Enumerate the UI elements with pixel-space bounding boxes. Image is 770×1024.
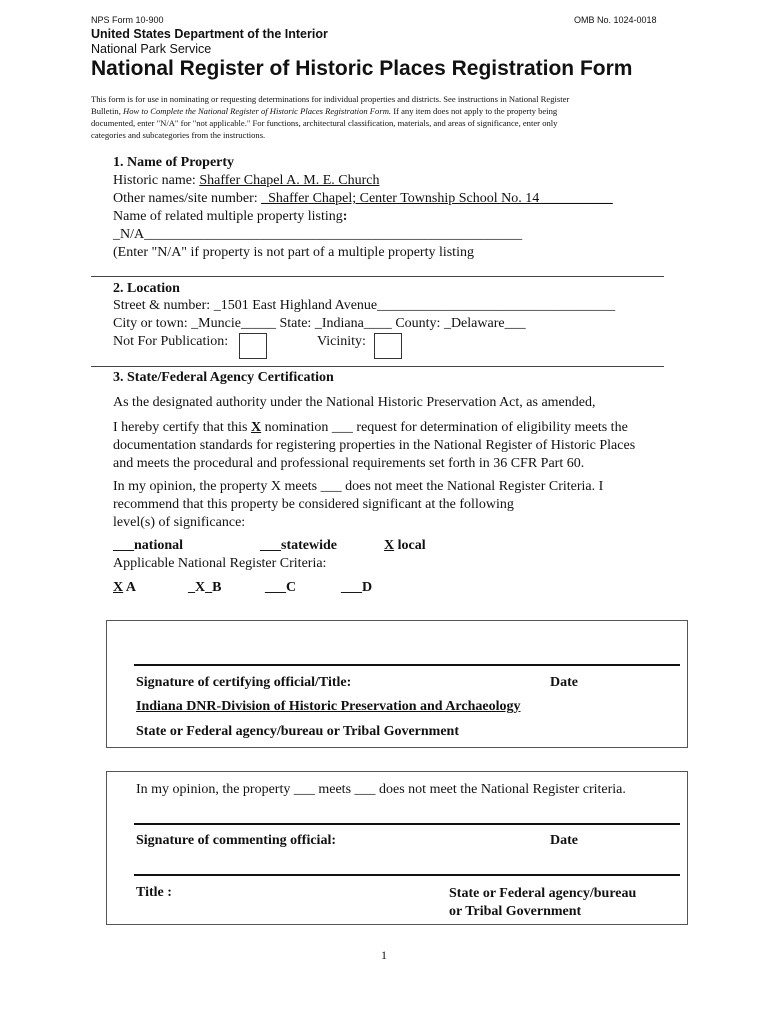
section-1-heading: 1. Name of Property <box>113 155 235 170</box>
vicinity-label: Vicinity: <box>317 334 366 349</box>
intro-line-4: categories and subcategories from the instructions. <box>91 130 266 140</box>
vicinity-checkbox[interactable] <box>374 333 402 359</box>
authority-statement: As the designated authority under the National Historic Preservation Act, as amended, <box>113 395 596 410</box>
related-listing-colon: : <box>342 209 348 224</box>
opinion-line-2: recommend that this property be considered significant at the following <box>113 497 514 512</box>
related-listing-value[interactable]: _N/A______________________________________________________ <box>113 227 523 242</box>
city-state-county-row <box>113 316 526 332</box>
criterion-a-label: A <box>123 580 136 595</box>
commenting-title-line[interactable] <box>134 874 680 876</box>
nomination-mark[interactable]: X <box>251 420 262 435</box>
section-divider-1 <box>91 276 664 277</box>
commenting-signature-label: Signature of commenting official: <box>136 833 336 848</box>
criterion-d-label: D <box>362 580 373 595</box>
criterion-d[interactable] <box>341 580 372 596</box>
local-label: local <box>394 538 426 553</box>
certify-line-1 <box>113 419 635 437</box>
other-names-label: Other names/site number: <box>113 191 262 206</box>
certify-line-3: and meets the procedural and professional requirements set forth in 36 CFR Part 60. <box>113 456 585 471</box>
historic-name-row <box>113 173 379 189</box>
certify-line-1-start: I hereby certify that this <box>113 420 252 435</box>
historic-name-value[interactable]: Shaffer Chapel A. M. E. Church <box>199 173 380 188</box>
service-name: National Park Service <box>91 42 212 56</box>
intro-line-2 <box>91 105 569 117</box>
not-for-publication-checkbox[interactable] <box>239 333 267 359</box>
criterion-c-label: C <box>286 580 297 595</box>
city-label: City or town: <box>113 316 192 331</box>
certify-line-1-end: nomination ___ request for determination of eligibility meets the <box>261 420 628 435</box>
statewide-blank: ___ <box>260 538 281 553</box>
opinion-line-1: In my opinion, the property X meets ___ does not meet the National Register Criteria. I <box>113 479 604 494</box>
certification-paragraph <box>113 419 635 473</box>
intro-line-3: documented, enter "N/A" for "not applicable." For functions, architectural classification, materials, and areas of significance, enter only <box>91 118 558 128</box>
intro-line-1: This form is for use in nominating or requesting determinations for individual properties and districts. See instructions in National Register <box>91 94 570 104</box>
instructions-bulletin-title: How to Complete the National Register of Historic Places Registration Form. <box>123 106 392 116</box>
section-2-heading: 2. Location <box>113 281 180 296</box>
criterion-b-label: B <box>212 580 222 595</box>
enter-na-note: (Enter "N/A" if property is not part of a multiple property listing <box>113 245 474 260</box>
page-number: 1 <box>381 948 387 962</box>
certify-line-2: documentation standards for registering properties in the National Register of Historic Places <box>113 438 636 453</box>
section-3-heading: 3. State/Federal Agency Certification <box>113 370 334 385</box>
commenting-signature-line[interactable] <box>134 823 680 825</box>
other-names-value[interactable]: _Shaffer Chapel; Center Township School No. 14 __________ <box>261 191 613 206</box>
criteria-label: Applicable National Register Criteria: <box>113 556 327 571</box>
street-value[interactable]: _1501 East Highland Avenue__________________________________ <box>213 298 616 313</box>
intro-line-2-start: Bulletin, <box>91 106 123 116</box>
form-title: National Register of Historic Places Registration Form <box>91 57 633 80</box>
not-for-publication-label: Not For Publication: <box>113 334 229 349</box>
state-value[interactable]: _Indiana____ <box>314 316 392 331</box>
section-divider-2 <box>91 366 664 367</box>
opinion-line-3: level(s) of significance: <box>113 515 246 530</box>
related-listing-label <box>113 209 347 225</box>
criterion-c[interactable] <box>265 580 296 596</box>
level-national[interactable] <box>113 538 183 554</box>
state-label: State: <box>275 316 315 331</box>
national-label: national <box>134 538 184 553</box>
related-listing-text: Name of related multiple property listing <box>113 209 343 224</box>
historic-name-label: Historic name: <box>113 173 200 188</box>
criterion-a-mark: X <box>113 580 124 595</box>
intro-paragraph <box>91 93 569 141</box>
commenting-agency-label <box>449 885 636 921</box>
criterion-b-mark: _X_ <box>188 580 213 595</box>
criterion-c-mark: ___ <box>265 580 286 595</box>
level-statewide[interactable] <box>260 538 337 554</box>
certifying-agency-name[interactable]: Indiana DNR-Division of Historic Preservation and Archaeology <box>136 699 521 714</box>
omb-number: OMB No. 1024-0018 <box>574 15 657 25</box>
other-names-row <box>113 191 613 207</box>
commenting-date-label: Date <box>550 833 578 848</box>
form-number: NPS Form 10-900 <box>91 15 164 25</box>
certifying-signature-line[interactable] <box>134 664 680 666</box>
criterion-b[interactable] <box>188 580 221 596</box>
level-local[interactable] <box>384 538 426 554</box>
criterion-d-mark: ___ <box>341 580 362 595</box>
certifying-signature-label: Signature of certifying official/Title: <box>136 675 352 690</box>
street-row <box>113 298 615 314</box>
commenting-agency-line-1: State or Federal agency/bureau <box>449 886 637 901</box>
national-blank: ___ <box>113 538 134 553</box>
commenting-title-label: Title : <box>136 885 172 900</box>
statewide-label: statewide <box>281 538 337 553</box>
county-label: County: <box>391 316 444 331</box>
street-label: Street & number: <box>113 298 214 313</box>
criterion-a[interactable] <box>113 580 136 596</box>
intro-line-2-end: If any item does not apply to the property being <box>391 106 558 116</box>
certifying-date-label: Date <box>550 675 578 690</box>
commenting-agency-line-2: or Tribal Government <box>449 904 582 919</box>
opinion-paragraph <box>113 478 603 532</box>
county-value[interactable]: _Delaware___ <box>443 316 526 331</box>
department-name: United States Department of the Interior <box>91 27 328 41</box>
certifying-agency-type: State or Federal agency/bureau or Tribal Government <box>136 724 460 739</box>
city-value[interactable]: _Muncie_____ <box>191 316 276 331</box>
local-mark: X <box>384 538 395 553</box>
commenting-opinion: In my opinion, the property ___ meets ___ does not meet the National Register criteria. <box>136 782 626 797</box>
